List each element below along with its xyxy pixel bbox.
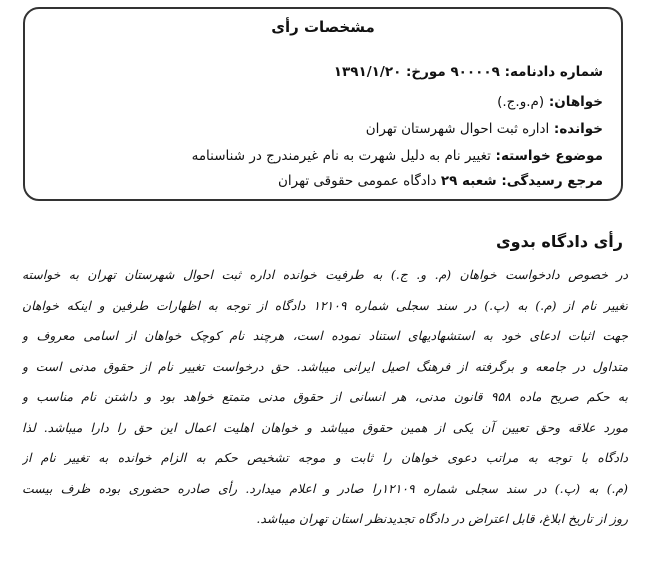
ruling-line: جهت اثبات ادعای خود به استشهادیهای استناد نموده است، هرچند نام کوچک خواهان از اسامی معروف و xyxy=(22,328,628,343)
verdict-number-line xyxy=(334,64,603,80)
plaintiff-line xyxy=(497,94,603,110)
summary-title: مشخصات رأی xyxy=(271,18,375,36)
defendant-value: اداره ثبت احوال شهرستان تهران xyxy=(365,121,550,137)
subject-label: موضوع خواسته: xyxy=(490,148,603,164)
ruling-line: به حکم صریح ماده ۹۵۸ قانون مدنی، هر انسانی از حقوق مدنی متمتع خواهد بود و داشتن نام مناسب و xyxy=(22,389,628,404)
ruling-body xyxy=(22,260,628,535)
defendant-line xyxy=(366,121,603,137)
defendant-label: خوانده: xyxy=(549,121,603,137)
ruling-line: در خصوص دادخواست خواهان (م. و. ج.) به طرفیت خوانده اداره ثبت احوال شهرستان تهران به خواسته xyxy=(22,267,628,282)
subject-value: تغییر نام به دلیل شهرت به نام غیرمندرج در شناسنامه xyxy=(191,148,491,164)
ruling-line: (م.) به (پ.) در سند سجلی شماره ۱۲۱۰۹را صادر و اعلام میدارد. رأی صادره حضوری بوده ظرف بیست xyxy=(22,480,628,496)
ruling-line: متداول در جامعه و برگرفته از فرهنگ اصیل ایرانی میباشد. حق درخواست تغییر نام از حقوق مدنی است و xyxy=(22,358,628,374)
verdict-number-value: ۹۰۰۰۰۹ مورخ: ۱۳۹۱/۱/۲۰ xyxy=(333,64,500,80)
subject-line xyxy=(192,148,603,164)
ruling-line: دادگاه با توجه به مراتب دعوی خواهان را ثابت و موجه تشخیص حکم به الزام خوانده به تغییر نام از xyxy=(22,450,628,465)
court-label: مرجع رسیدگی: xyxy=(496,173,603,189)
plaintiff-label: خواهان: xyxy=(544,94,603,110)
ruling-title: رأی دادگاه بدوی xyxy=(495,232,623,251)
verdict-number-label: شماره دادنامه: xyxy=(499,64,603,80)
ruling-line: تغییر نام از (م.) به (پ.) در سند سجلی شماره ۱۲۱۰۹ دادگاه از توجه به اظهارات طرفین و اینکه خواهان xyxy=(22,297,628,313)
court-line xyxy=(278,173,603,189)
ruling-line: مورد علاقه وحق تعیین آن یکی از همین حقوق میباشد و خواهان اهلیت اعمال این حق را دارا میباشد. لذا xyxy=(22,419,628,435)
ruling-line: روز از تاریخ ابلاغ، قابل اعتراض در دادگاه تجدیدنظر استان تهران میباشد. xyxy=(256,511,628,526)
court-branch: شعبه ۲۹ xyxy=(440,173,497,189)
verdict-summary-box xyxy=(23,7,623,201)
plaintiff-value: (م.و.ج.) xyxy=(497,94,545,110)
court-name: دادگاه عمومی حقوقی تهران xyxy=(278,173,441,189)
